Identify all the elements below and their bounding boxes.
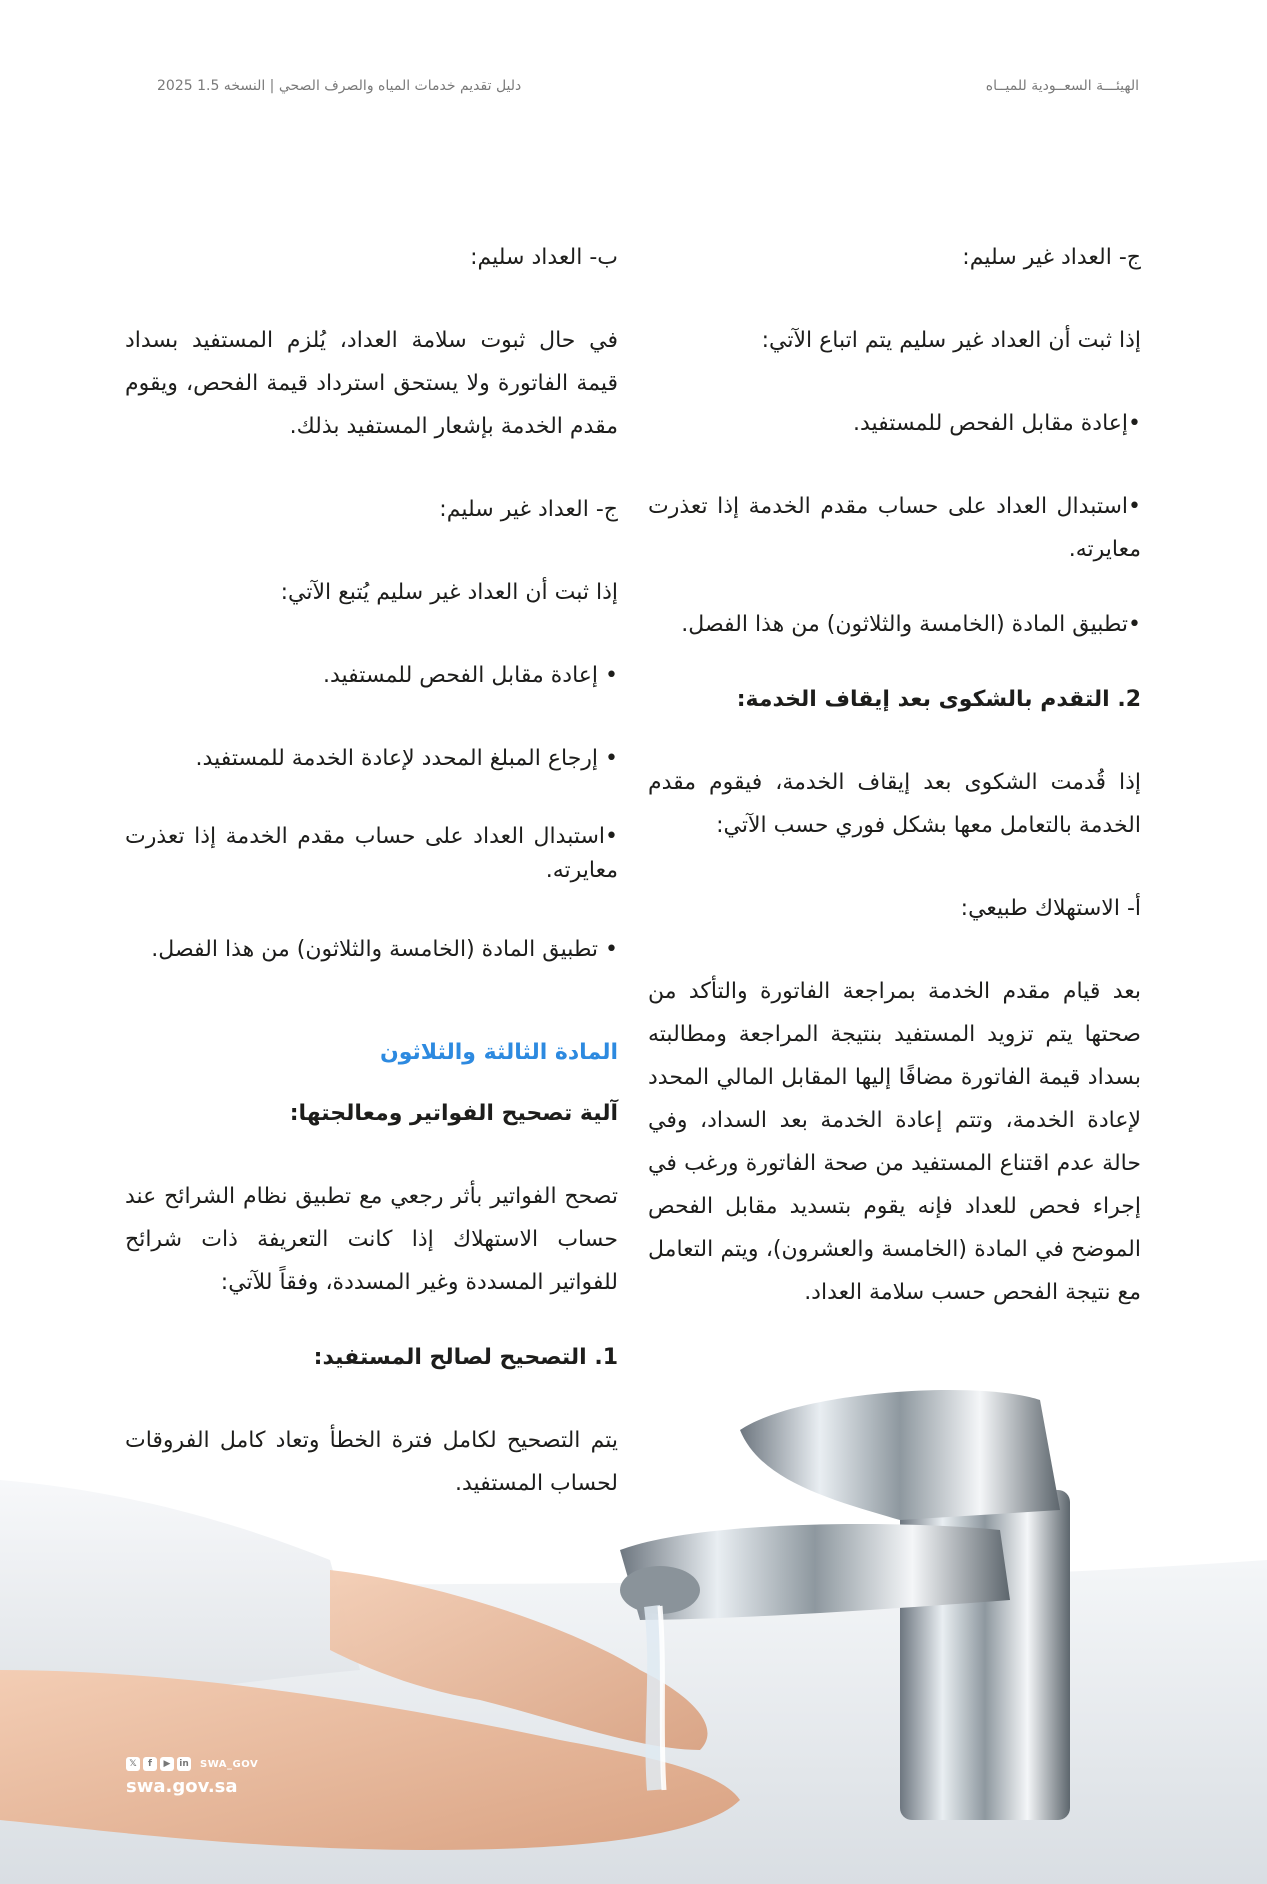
left-column [125,236,618,1505]
social-links [126,1757,258,1771]
linkedin-icon[interactable]: in [177,1757,191,1771]
paragraph: إذا قُدمت الشكوى بعد إيقاف الخدمة، فيقوم مقدم الخدمة بالتعامل معها بشكل فوري حسب الآتي: [648,770,1141,838]
bullet-item: • تطبيق المادة (الخامسة والثلاثون) من هذا الفصل. [151,937,618,962]
paragraph: بعد قيام مقدم الخدمة بمراجعة الفاتورة والتأكد من صحتها يتم تزويد المستفيد بنتيجة المراجعة ومطالبته بسداد قيمة الفاتورة مضافًا إليها المقابل المالي المحدد لإعادة الخدمة، وتتم إعادة الخدمة بعد السداد، وفي حالة عدم اقتناع المستفيد من صحة الفاتورة ورغب في إجراء فحص للعداد فإنه يقوم بتسديد مقابل الفحص الموضح في المادة (الخامسة والعشرون)، ويتم التعامل مع نتيجة الفحص حسب سلامة العداد. [648,979,1141,1305]
paragraph: تصحح الفواتير بأثر رجعي مع تطبيق نظام الشرائح عند حساب الاستهلاك إذا كانت التعريفة ذات شرائح للفواتير المسددة وغير المسددة، وفقاً للآتي: [125,1184,618,1295]
paragraph: إذا ثبت أن العداد غير سليم يُتبع الآتي: [280,580,618,605]
facebook-icon[interactable]: f [143,1757,157,1771]
bullet-item: •تطبيق المادة (الخامسة والثلاثون) من هذا الفصل. [681,612,1141,637]
social-handle: SWA_GOV [200,1758,259,1770]
x-icon[interactable]: 𝕏 [126,1757,140,1771]
faucet-hands-photo [0,1370,1267,1884]
header-document-title: دليل تقديم خدمات المياه والصرف الصحي | النسخه 1.5 2025 [157,78,522,94]
right-column [648,236,1141,1314]
bullet-item: •إعادة مقابل الفحص للمستفيد. [853,411,1141,436]
sub-heading: أ- الاستهلاك طبيعي: [960,896,1141,921]
article-title: المادة الثالثة والثلاثون [379,1040,618,1065]
heading-meter-faulty: ج- العداد غير سليم: [439,497,618,522]
section-heading: 1. التصحيح لصالح المستفيد: [313,1345,618,1370]
paragraph: إذا ثبت أن العداد غير سليم يتم اتباع الآتي: [761,328,1141,353]
paragraph: يتم التصحيح لكامل فترة الخطأ وتعاد كامل الفروقات لحساب المستفيد. [125,1428,618,1496]
paragraph: في حال ثبوت سلامة العداد، يُلزم المستفيد بسداد قيمة الفاتورة ولا يستحق استرداد قيمة الفحص، ويقوم مقدم الخدمة بإشعار المستفيد بذلك. [125,328,618,439]
section-heading: 2. التقدم بالشكوى بعد إيقاف الخدمة: [736,687,1141,712]
bullet-item: •استبدال العداد على حساب مقدم الخدمة إذا تعذرت معايرته. [125,824,618,883]
heading-meter-sound: ب- العداد سليم: [470,245,618,270]
youtube-icon[interactable]: ▶ [160,1757,174,1771]
bullet-item: •استبدال العداد على حساب مقدم الخدمة إذا تعذرت معايرته. [648,494,1141,562]
heading-meter-faulty: ج- العداد غير سليم: [962,245,1141,270]
website-link[interactable]: swa.gov.sa [126,1776,238,1797]
bullet-item: • إعادة مقابل الفحص للمستفيد. [323,663,618,688]
article-subtitle: آلية تصحيح الفواتير ومعالجتها: [289,1101,618,1126]
bullet-item: • إرجاع المبلغ المحدد لإعادة الخدمة للمستفيد. [195,746,618,771]
header-org-name: الهيئـــة السعــودية للميــاه [985,78,1139,94]
